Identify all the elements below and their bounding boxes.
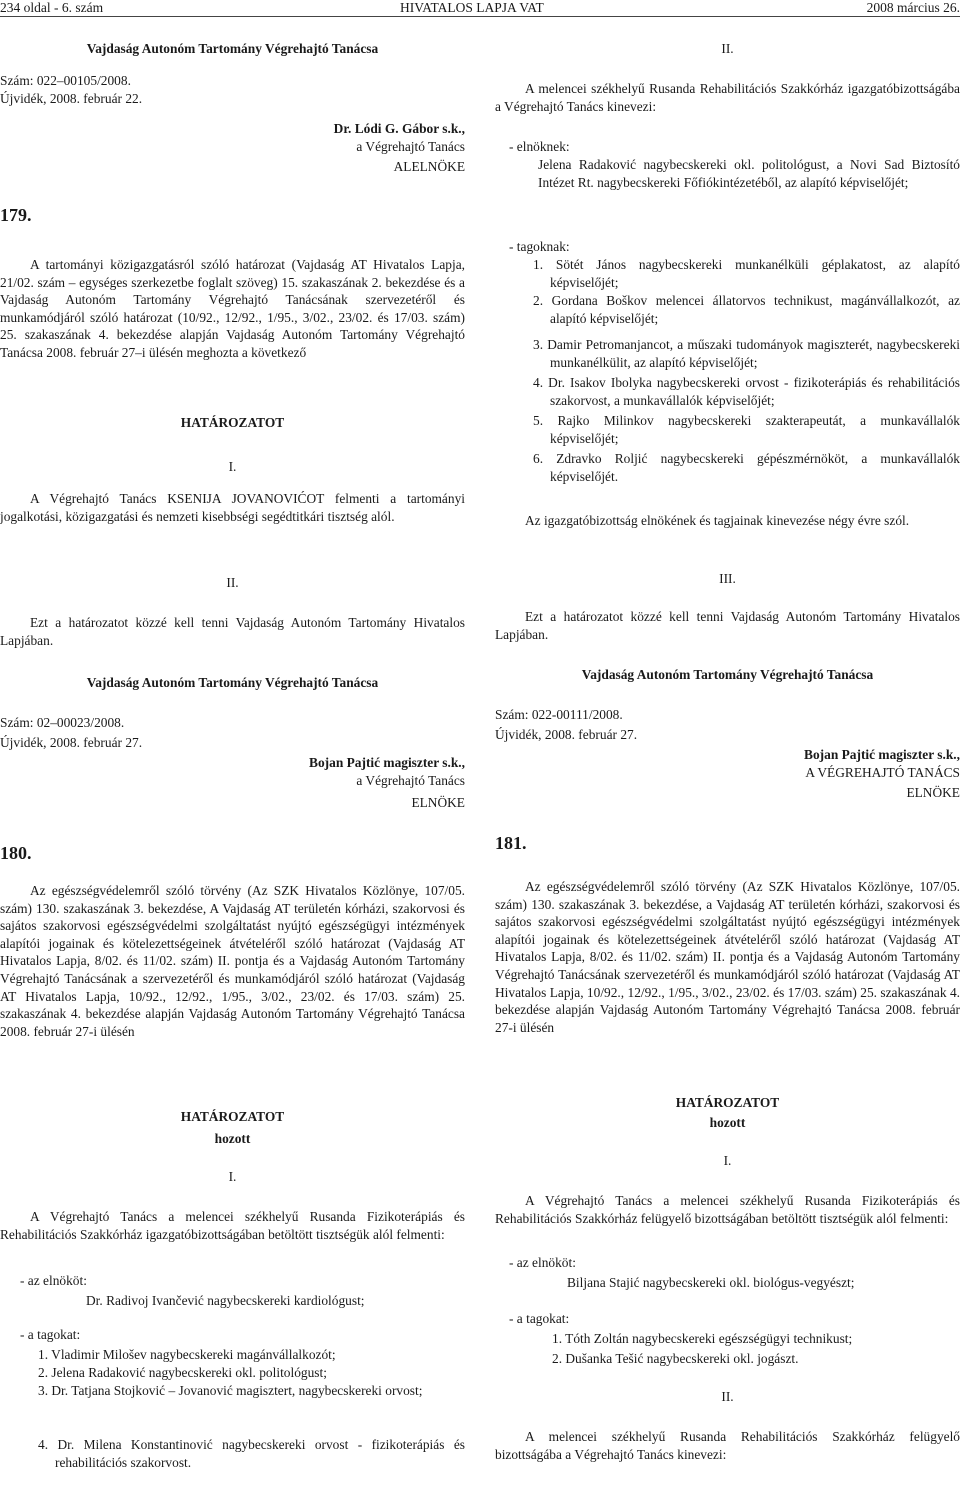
decision-subtitle: hozott [709,1115,746,1130]
chair-entry: Biljana Stajić nagybecskereki okl. biológus-vegyészt; [567,1275,855,1290]
decision-number: 180. [0,843,32,863]
section-text: Ezt a határozatot közzé kell tenni Vajdaság Autonóm Tartomány Hivatalos Lapjában. [495,609,960,642]
section-number: II. [721,41,734,56]
place-date: Újvidék, 2008. február 27. [495,727,638,742]
member-item: 3. Damir Petromanjancot, a műszaki tudományok magiszterét, nagybecskereki munkanélkülit, az alapító képviselőjét; [533,337,960,370]
publication-title: HIVATALOS LAPJA VAT [400,0,544,15]
issue-date: 2008 március 26. [866,0,960,15]
decision-preamble: A tartományi közigazgatásról szóló határozat (Vajdaság AT Hivatalos Lapja, 21/02. szám ‒ egységes szerkezetbe foglalt szöveg) 15. szakaszának 2. bekezdése és a Vajdaság Autonóm Tartomány Végrehajtó Tanácsának szervezetéről és munkamódjáról szóló határozat (10/92., 12/92., 1/95., 3/02., 23/02. és 17/03. szám) 25. szakaszának 4. bekezdése alapján Vajdaság Autonóm Tartomány Végrehajtó Tanácsa 2008. február 27‒i ülésén meghozta a következő [0,257,465,360]
signatory-name: Dr. Lódi G. Gábor s.k., [333,121,465,136]
decision-number: 181. [495,833,527,853]
members-label: - a tagokat: [509,1311,570,1326]
term-text: Az igazgatóbizottság elnökének és tagjainak kinevezése négy évre szól. [525,513,910,528]
decision-subtitle: hozott [214,1131,251,1146]
signatory-name: Bojan Pajtić magiszter s.k., [804,747,960,762]
member-item: 1. Tóth Zoltán nagybecskereki egészségügyi technikust; [552,1331,853,1346]
member-item: 5. Rajko Milinkov nagybecskereki szakterapeutát, a munkavállalók képviselőjét; [533,413,960,446]
signatory-body: A VÉGREHAJTÓ TANÁCS [805,765,960,780]
signatory-title: ELNÖKE [906,785,960,800]
issuer-name: Vajdaság Autonóm Tartomány Végrehajtó Tanácsa [86,675,379,690]
page-label: 234 oldal - 6. szám [0,0,104,15]
header-divider [0,16,960,17]
chair-label: - elnöknek: [509,139,570,154]
signatory-name: Bojan Pajtić magiszter s.k., [309,755,465,770]
section-number: II. [721,1389,734,1404]
section-text: Ezt a határozatot közzé kell tenni Vajdaság Autonóm Tartomány Hivatalos Lapjában. [0,615,465,648]
member-item: 3. Dr. Tatjana Stojković – Jovanović magisztert, nagybecskereki orvost; [38,1383,423,1398]
decision-title: HATÁROZATOT [675,1095,780,1110]
section-text: A melencei székhelyű Rusanda Rehabilitációs Szakkórház igazgatóbizottságába a Végrehajtó Tanács kinevezi: [495,81,960,114]
member-item: 2. Gordana Boškov melencei állatorvos technikust, magánvállalkozót, az alapító képviselőjét; [533,293,960,326]
chair-entry: Jelena Radaković nagybecskereki okl. politológust, a Novi Sad Biztosító Intézet Rt. nagybecskereki Főfiókintézetéből, az alapító képviselőjét; [538,157,960,190]
members-label: - tagoknak: [509,239,570,254]
section-text: A Végrehajtó Tanács a melencei székhelyű Rusanda Fizikoterápiás és Rehabilitációs Szakkórház felügyelő bizottságában betöltött tisztségük alól felmenti: [495,1193,960,1226]
place-date: Újvidék, 2008. február 27. [0,735,143,750]
section-number: I. [228,459,237,474]
members-label: - a tagokat: [20,1327,81,1342]
member-item: 2. Dušanka Tešić nagybecskereki okl. jogászt. [552,1351,799,1366]
section-number: I. [723,1153,732,1168]
member-item: 4. Dr. Milena Konstantinović nagybecskereki orvost - fizikoterápiás és rehabilitációs szakorvost. [38,1437,465,1470]
section-text: A Végrehajtó Tanács a melencei székhelyű Rusanda Fizikoterápiás és Rehabilitációs Szakkórház igazgatóbizottságában betöltött tisztségük alól felmenti: [0,1209,465,1242]
member-item: 1. Vladimir Milošev nagybecskereki magánvállalkozót; [38,1347,336,1362]
member-item: 1. Sötét János nagybecskereki munkanélküli géplakatost, az alapító képviselőjét; [533,257,960,290]
document-number: Szám: 02‒00023/2008. [0,715,125,730]
member-item: 2. Jelena Radaković nagybecskereki okl. politológust; [38,1365,327,1380]
document-number: Szám: 022-00111/2008. [495,707,623,722]
decision-preamble: Az egészségvédelemről szóló törvény (Az SZK Hivatalos Közlönye, 107/05. szám) 130. szakaszának 3. bekezdése, a Vajdaság AT területén kórházi, szakorvosi és sajátos szakorvosi egészségvédelmi szolgáltatást nyújtó egészségügyi intézmények alapítói jogainak és kötelezettségeinek átvételéről szóló határozat (Vajdaság AT Hivatalos Lapja, 8/02. és 11/02. szám) II. pontja és a Vajdaság Autonóm Tartomány Végrehajtó Tanácsának szervezetéről és munkamódjáról szóló határozat (Vajdaság AT Hivatalos Lapja, 10/92., 12/92., 1/95., 3/02., 23/02. és 17/03. szám) 25. szakaszának 4. bekezdése alapján Vajdaság Autonóm Tartomány Végrehajtó Tanácsa 2008. február 27-i ülésén [495,879,960,1035]
signatory-body: a Végrehajtó Tanács [356,773,465,788]
member-item: 6. Zdravko Roljić nagybecskereki gépészmérnököt, a munkavállalók képviselőjét. [533,451,960,484]
signatory-title: ELNÖKE [411,795,465,810]
place-date: Újvidék, 2008. február 22. [0,91,143,106]
decision-preamble: Az egészségvédelemről szóló törvény (Az SZK Hivatalos Közlönye, 107/05. szám) 130. szakaszának 3. bekezdése, A Vajdaság AT területén kórházi, szakorvosi és sajátos szakorvosi egészségvédelmi szolgáltatást nyújtó egészségügyi intézmények alapítói jogainak és kötelezettségeinek átvételéről szóló határozat (Vajdaság AT Hivatalos Lapja, 8/02. és 11/02. szám) II. pontja és a Vajdaság Autonóm Tartomány Végrehajtó Tanácsának a szervezetéről és munkamódjáról szóló határozat (Vajdaság AT Hivatalos Lapja, 10/92., 12/92., 1/95., 3/02., 23/02. és 17/03. szám) 25. szakaszának 4. bekezdése alapján Vajdaság Autonóm Tartomány Végrehajtó Tanácsa 2008. február 27-i ülésén [0,883,465,1039]
section-number: I. [228,1169,237,1184]
section-number: II. [226,575,239,590]
chair-label: - az elnököt: [509,1255,576,1270]
issuer-name: Vajdaság Autonóm Tartomány Végrehajtó Tanácsa [581,667,874,682]
signatory-body: a Végrehajtó Tanács [356,139,465,154]
chair-entry: Dr. Radivoj Ivančević nagybecskereki kardiológust; [86,1293,365,1308]
decision-title: HATÁROZATOT [180,1109,285,1124]
document-number: Szám: 022‒00105/2008. [0,73,131,88]
section-text: A Végrehajtó Tanács KSENIJA JOVANOVIĆOT felmenti a tartományi jogalkotási, közigazgatási és nemzeti kisebbségi segédtitkári tisztség alól. [0,491,465,524]
member-item: 4. Dr. Isakov Ibolyka nagybecskereki orvost - fizikoterápiás és rehabilitációs szakorvost, a munkavállalók képviselőjét; [533,375,960,408]
decision-number: 179. [0,205,32,225]
section-text: A melencei székhelyű Rusanda Rehabilitációs Szakkórház felügyelő bizottságába a Végrehajtó Tanács kinevezi: [495,1429,960,1462]
decision-title: HATÁROZATOT [180,415,285,430]
signatory-title: ALELNÖKE [393,159,465,174]
section-number: III. [719,571,736,586]
chair-label: - az elnököt: [20,1273,87,1288]
issuer-name: Vajdaság Autonóm Tartomány Végrehajtó Tanácsa [86,41,379,56]
